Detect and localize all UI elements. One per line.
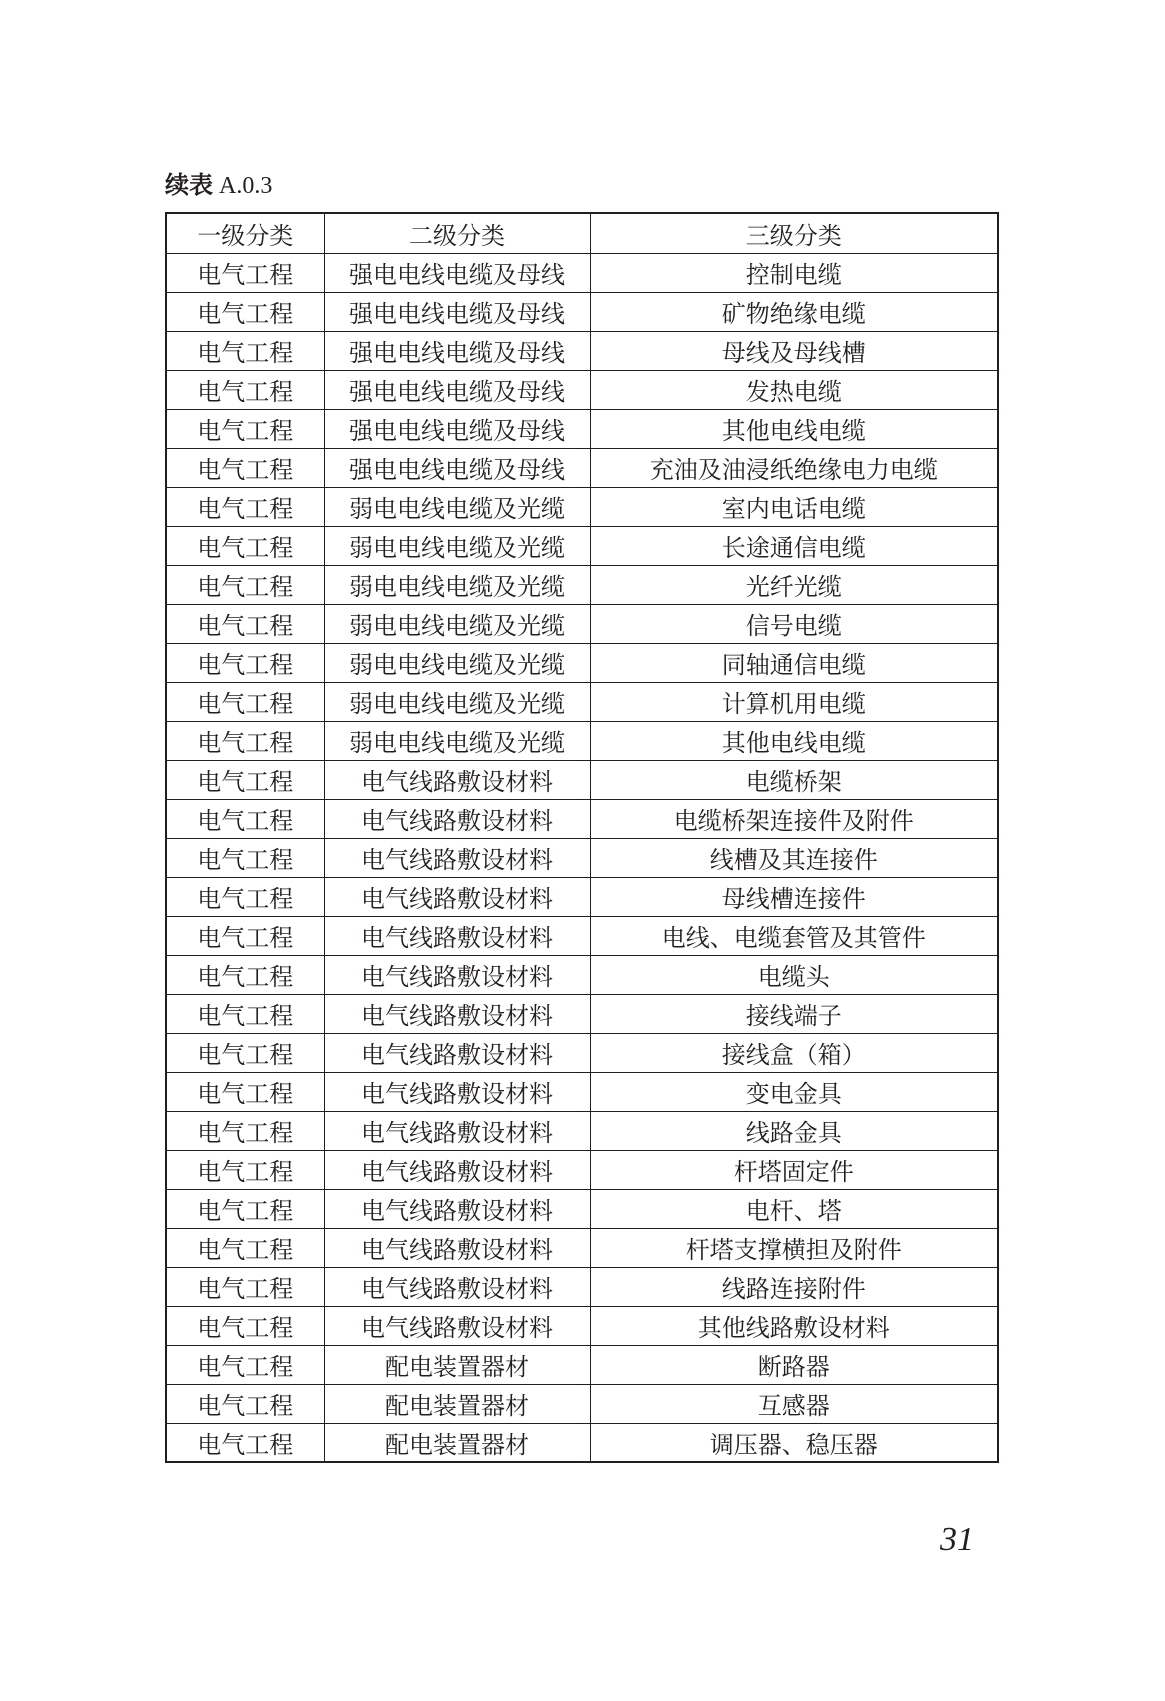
cell-level-2: 电气线路敷设材料 [324, 1306, 590, 1345]
cell-level-1: 电气工程 [166, 1150, 324, 1189]
cell-level-1: 电气工程 [166, 370, 324, 409]
cell-level-3: 调压器、稳压器 [590, 1423, 998, 1462]
cell-level-2: 弱电电线电缆及光缆 [324, 682, 590, 721]
cell-level-1: 电气工程 [166, 565, 324, 604]
table-row [166, 604, 998, 643]
table-row [166, 955, 998, 994]
material-classification-table [165, 212, 999, 1463]
table-row [166, 1072, 998, 1111]
table-row [166, 1228, 998, 1267]
cell-level-1: 电气工程 [166, 1345, 324, 1384]
cell-level-1: 电气工程 [166, 760, 324, 799]
cell-level-2: 电气线路敷设材料 [324, 799, 590, 838]
table-row [166, 448, 998, 487]
cell-level-2: 强电电线电缆及母线 [324, 409, 590, 448]
cell-level-1: 电气工程 [166, 487, 324, 526]
cell-level-1: 电气工程 [166, 994, 324, 1033]
cell-level-1: 电气工程 [166, 526, 324, 565]
cell-level-3: 其他线路敷设材料 [590, 1306, 998, 1345]
cell-level-1: 电气工程 [166, 253, 324, 292]
table-body [166, 253, 998, 1462]
cell-level-2: 弱电电线电缆及光缆 [324, 526, 590, 565]
cell-level-2: 电气线路敷设材料 [324, 1111, 590, 1150]
cell-level-3: 母线及母线槽 [590, 331, 998, 370]
table-row [166, 916, 998, 955]
table-row [166, 1111, 998, 1150]
table-row [166, 565, 998, 604]
table-row [166, 1345, 998, 1384]
cell-level-3: 线路连接附件 [590, 1267, 998, 1306]
cell-level-1: 电气工程 [166, 955, 324, 994]
header-level-3: 三级分类 [590, 213, 998, 253]
table-row [166, 1189, 998, 1228]
cell-level-3: 互感器 [590, 1384, 998, 1423]
cell-level-1: 电气工程 [166, 1189, 324, 1228]
table-row [166, 487, 998, 526]
table-row [166, 1267, 998, 1306]
header-level-1: 一级分类 [166, 213, 324, 253]
table-row [166, 526, 998, 565]
table-row [166, 292, 998, 331]
cell-level-2: 电气线路敷设材料 [324, 994, 590, 1033]
cell-level-2: 强电电线电缆及母线 [324, 253, 590, 292]
cell-level-2: 电气线路敷设材料 [324, 1072, 590, 1111]
cell-level-2: 弱电电线电缆及光缆 [324, 565, 590, 604]
cell-level-3: 充油及油浸纸绝缘电力电缆 [590, 448, 998, 487]
cell-level-2: 弱电电线电缆及光缆 [324, 721, 590, 760]
cell-level-3: 电缆头 [590, 955, 998, 994]
cell-level-1: 电气工程 [166, 448, 324, 487]
cell-level-2: 电气线路敷设材料 [324, 1033, 590, 1072]
cell-level-1: 电气工程 [166, 1228, 324, 1267]
cell-level-1: 电气工程 [166, 1072, 324, 1111]
cell-level-3: 光纤光缆 [590, 565, 998, 604]
cell-level-1: 电气工程 [166, 838, 324, 877]
cell-level-2: 弱电电线电缆及光缆 [324, 487, 590, 526]
table-caption [165, 170, 272, 201]
cell-level-3: 矿物绝缘电缆 [590, 292, 998, 331]
table-row [166, 682, 998, 721]
table-caption-number: A.0.3 [219, 173, 273, 199]
cell-level-3: 线路金具 [590, 1111, 998, 1150]
cell-level-3: 杆塔支撑横担及附件 [590, 1228, 998, 1267]
cell-level-3: 接线端子 [590, 994, 998, 1033]
cell-level-1: 电气工程 [166, 1033, 324, 1072]
cell-level-3: 其他电线电缆 [590, 721, 998, 760]
cell-level-3: 杆塔固定件 [590, 1150, 998, 1189]
table-row [166, 331, 998, 370]
cell-level-3: 线槽及其连接件 [590, 838, 998, 877]
table-row [166, 370, 998, 409]
cell-level-3: 电线、电缆套管及其管件 [590, 916, 998, 955]
cell-level-3: 同轴通信电缆 [590, 643, 998, 682]
table-row [166, 994, 998, 1033]
cell-level-3: 变电金具 [590, 1072, 998, 1111]
cell-level-2: 弱电电线电缆及光缆 [324, 643, 590, 682]
table-row [166, 1423, 998, 1462]
cell-level-2: 配电装置器材 [324, 1345, 590, 1384]
cell-level-2: 配电装置器材 [324, 1384, 590, 1423]
cell-level-2: 电气线路敷设材料 [324, 760, 590, 799]
table-row [166, 643, 998, 682]
cell-level-1: 电气工程 [166, 1306, 324, 1345]
cell-level-2: 电气线路敷设材料 [324, 1189, 590, 1228]
cell-level-1: 电气工程 [166, 721, 324, 760]
cell-level-3: 电杆、塔 [590, 1189, 998, 1228]
table-row [166, 838, 998, 877]
cell-level-2: 强电电线电缆及母线 [324, 370, 590, 409]
cell-level-1: 电气工程 [166, 1267, 324, 1306]
table-header-row [166, 213, 998, 253]
table-row [166, 760, 998, 799]
cell-level-2: 配电装置器材 [324, 1423, 590, 1462]
cell-level-1: 电气工程 [166, 916, 324, 955]
table-row [166, 409, 998, 448]
cell-level-2: 弱电电线电缆及光缆 [324, 604, 590, 643]
cell-level-3: 计算机用电缆 [590, 682, 998, 721]
header-level-2: 二级分类 [324, 213, 590, 253]
cell-level-1: 电气工程 [166, 1384, 324, 1423]
cell-level-2: 电气线路敷设材料 [324, 877, 590, 916]
cell-level-2: 电气线路敷设材料 [324, 916, 590, 955]
table-row [166, 799, 998, 838]
cell-level-1: 电气工程 [166, 1423, 324, 1462]
cell-level-3: 信号电缆 [590, 604, 998, 643]
cell-level-3: 其他电线电缆 [590, 409, 998, 448]
cell-level-2: 电气线路敷设材料 [324, 955, 590, 994]
table-row [166, 1306, 998, 1345]
table-row [166, 1384, 998, 1423]
cell-level-2: 强电电线电缆及母线 [324, 292, 590, 331]
cell-level-3: 发热电缆 [590, 370, 998, 409]
table-row [166, 253, 998, 292]
cell-level-1: 电气工程 [166, 1111, 324, 1150]
cell-level-1: 电气工程 [166, 877, 324, 916]
cell-level-1: 电气工程 [166, 331, 324, 370]
cell-level-3: 电缆桥架连接件及附件 [590, 799, 998, 838]
table-caption-prefix: 续表 [165, 171, 213, 199]
cell-level-2: 电气线路敷设材料 [324, 1150, 590, 1189]
cell-level-1: 电气工程 [166, 292, 324, 331]
cell-level-1: 电气工程 [166, 409, 324, 448]
cell-level-2: 强电电线电缆及母线 [324, 331, 590, 370]
table-row [166, 721, 998, 760]
cell-level-3: 母线槽连接件 [590, 877, 998, 916]
table-row [166, 877, 998, 916]
cell-level-1: 电气工程 [166, 643, 324, 682]
cell-level-2: 电气线路敷设材料 [324, 1267, 590, 1306]
cell-level-3: 断路器 [590, 1345, 998, 1384]
cell-level-1: 电气工程 [166, 799, 324, 838]
cell-level-2: 电气线路敷设材料 [324, 1228, 590, 1267]
table-row [166, 1150, 998, 1189]
cell-level-3: 室内电话电缆 [590, 487, 998, 526]
cell-level-3: 接线盒（箱） [590, 1033, 998, 1072]
cell-level-3: 长途通信电缆 [590, 526, 998, 565]
page-number: 31 [940, 1521, 974, 1558]
cell-level-3: 控制电缆 [590, 253, 998, 292]
cell-level-2: 电气线路敷设材料 [324, 838, 590, 877]
cell-level-1: 电气工程 [166, 682, 324, 721]
cell-level-2: 强电电线电缆及母线 [324, 448, 590, 487]
table-row [166, 1033, 998, 1072]
cell-level-3: 电缆桥架 [590, 760, 998, 799]
cell-level-1: 电气工程 [166, 604, 324, 643]
